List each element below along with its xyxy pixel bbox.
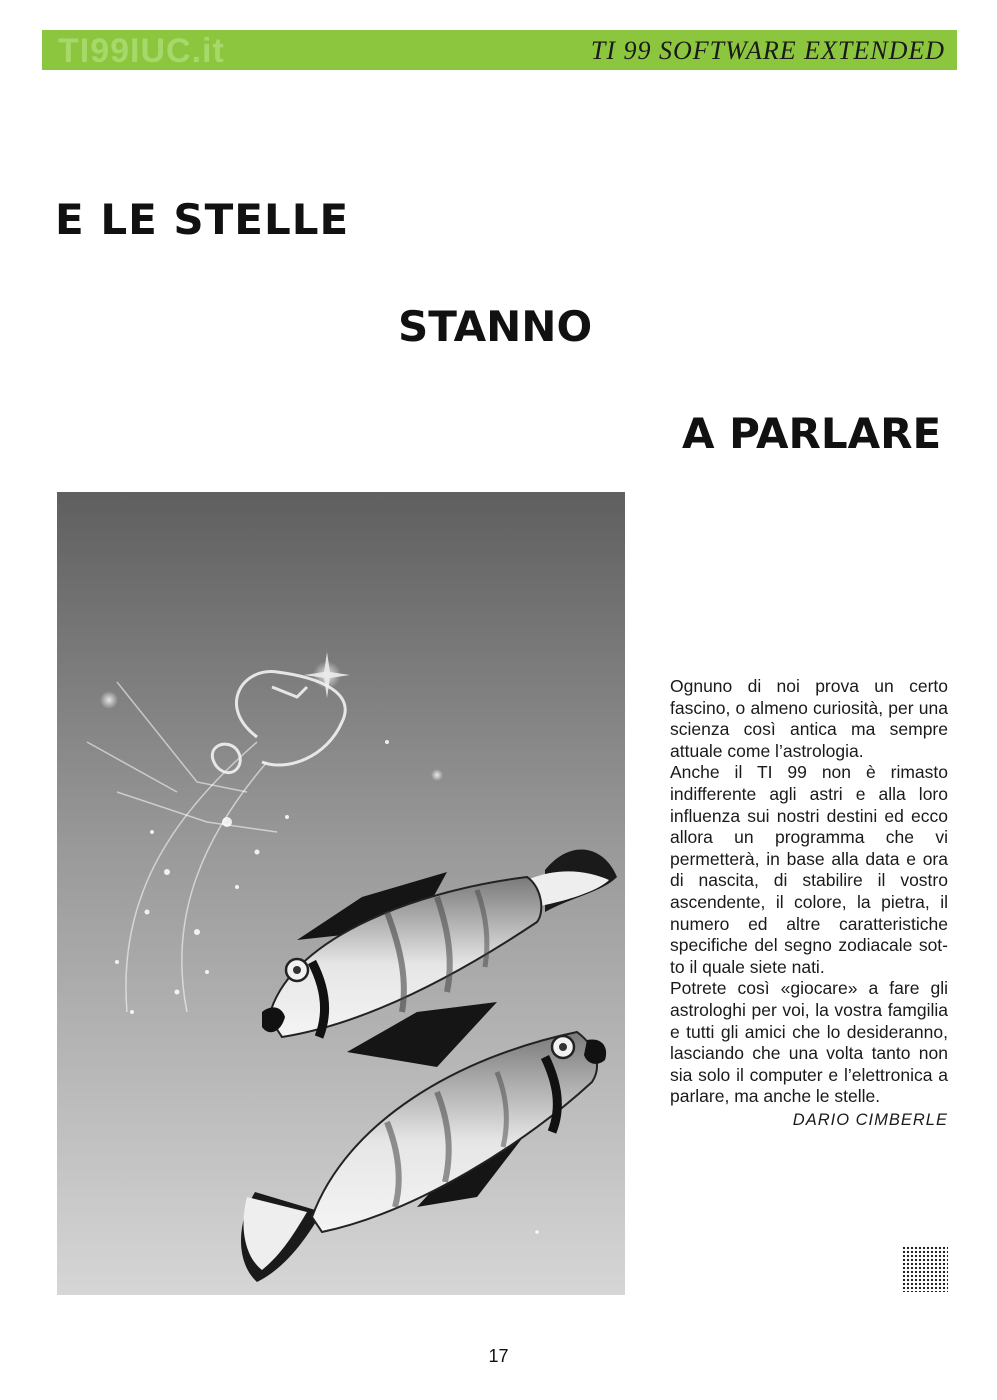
headline-line-3: A PARLARE [682, 409, 942, 458]
publication-title: TI 99 SOFTWARE EXTENDED [590, 36, 945, 65]
article-paragraph-1: Ognuno di noi prova un certo fascino, o almeno curiosità, per una scienza così antica ma sempre attuale come l’astrologia. [670, 676, 948, 761]
headline-line-2: STANNO [398, 302, 593, 351]
headline-line-1: E LE STELLE [55, 195, 350, 244]
article-author: DARIO CIMBERLE [792, 1110, 948, 1129]
site-logo-watermark: TI99IUC.it [58, 32, 225, 70]
article-body [670, 676, 948, 1131]
header-bar [42, 30, 957, 70]
page-number: 17 [488, 1346, 509, 1366]
pisces-illustration [57, 492, 625, 1295]
article-end-mark-icon [902, 1246, 948, 1292]
article-paragraph-3: Potrete così «giocare» a fare gli astrologhi per voi, la vostra famgilia e tutti gli amici che lo desideranno, lasciando che una volta tanto non sia solo il computer e l’elettronica a parlare, ma anche le stelle. [670, 978, 948, 1107]
article-paragraph-2: Anche il TI 99 non è rimasto indifferente agli astri e alla loro influenza sui nostri destini ed ecco allora un programma che vi permetterà, in base alla data e ora di nascita, di stabilire il vostro ascendente, il colore, la pietra, il numero ed altre caratteristiche specifiche del segno zodiacale sotto il quale siete nati. [670, 762, 948, 977]
